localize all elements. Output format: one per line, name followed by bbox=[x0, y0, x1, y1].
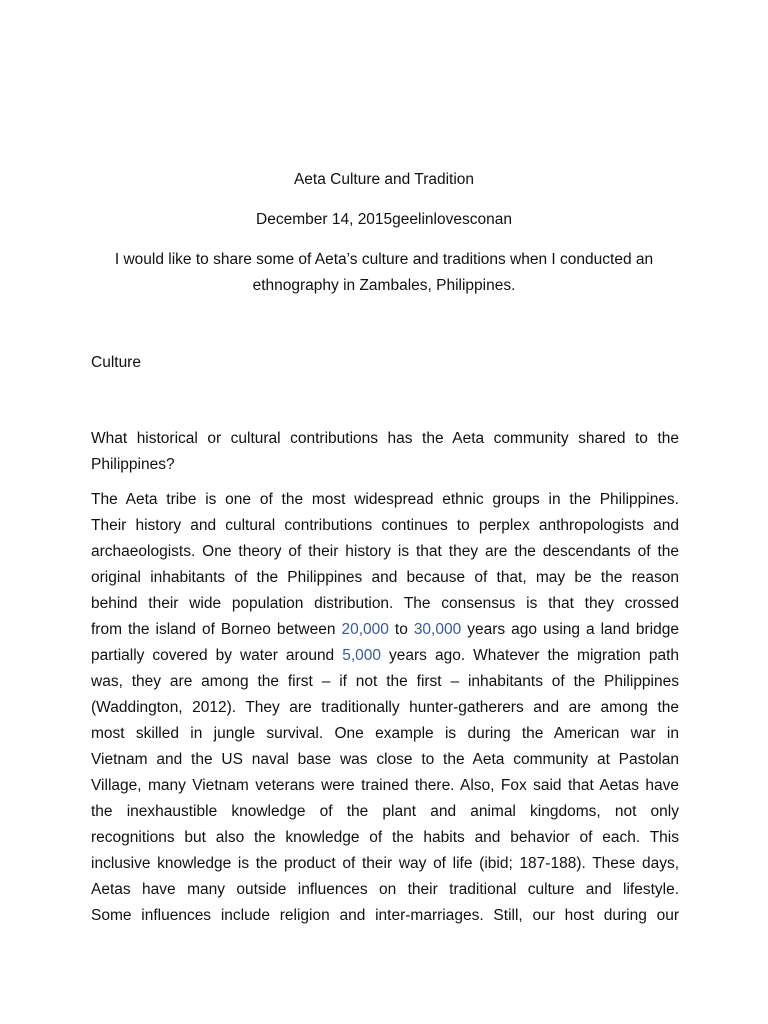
question-line-1: What historical or cultural contributions has the Aeta community shared to the bbox=[91, 430, 679, 447]
body-line-4: original inhabitants of the Philippines and because of that, may be the reason bbox=[91, 569, 679, 586]
body-line-9: (Waddington, 2012). They are traditionally hunter-gatherers and are among the bbox=[91, 699, 679, 716]
body-line-6-after: years ago using a land bridge bbox=[461, 621, 679, 638]
number-20000: 20,000 bbox=[341, 621, 389, 638]
body-line-12: Village, many Vietnam veterans were trained there. Also, Fox said that Aetas have bbox=[91, 777, 679, 794]
body-line-14: recognitions but also the knowledge of the habits and behavior of each. This bbox=[91, 829, 679, 846]
body-line-13: the inexhaustible knowledge of the plant and animal kingdoms, not only bbox=[91, 803, 679, 820]
document-title: Aeta Culture and Tradition bbox=[293, 171, 475, 188]
body-line-15: inclusive knowledge is the product of their way of life (ibid; 187-188). These days, bbox=[91, 855, 679, 872]
body-line-6-before: from the island of Borneo between bbox=[91, 621, 342, 638]
question-line-2: Philippines? bbox=[91, 456, 175, 473]
body-line-7-after: years ago. Whatever the migration path bbox=[381, 647, 679, 664]
body-line-3: archaeologists. One theory of their history is that they are the descendants of the bbox=[91, 543, 679, 560]
number-5000: 5,000 bbox=[342, 647, 381, 664]
number-30000: 30,000 bbox=[413, 621, 462, 638]
section-heading-culture: Culture bbox=[91, 354, 141, 371]
body-line-11: Vietnam and the US naval base was close to the Aeta community at Pastolan bbox=[91, 751, 679, 768]
body-line-7-before: partially covered by water around bbox=[91, 647, 343, 664]
body-line-1: The Aeta tribe is one of the most widespread ethnic groups in the Philippines. bbox=[91, 491, 679, 508]
body-line-10: most skilled in jungle survival. One example is during the American war in bbox=[91, 725, 679, 742]
body-line-7 bbox=[91, 647, 679, 665]
body-line-2: Their history and cultural contributions continues to perplex anthropologists and bbox=[91, 517, 679, 534]
body-line-8: was, they are among the first – if not the first – inhabitants of the Philippines bbox=[91, 673, 679, 690]
body-line-16: Aetas have many outside influences on their traditional culture and lifestyle. bbox=[91, 881, 679, 898]
intro-line-2: ethnography in Zambales, Philippines. bbox=[252, 277, 516, 294]
body-line-17: Some influences include religion and inter-marriages. Still, our host during our bbox=[91, 907, 679, 924]
body-line-5: behind their wide population distribution. The consensus is that they crossed bbox=[91, 595, 679, 612]
intro-line-1: I would like to share some of Aeta’s culture and traditions when I conducted an bbox=[114, 251, 654, 268]
body-line-6-mid: to bbox=[388, 621, 414, 638]
body-line-6 bbox=[91, 621, 679, 639]
date-author-line: December 14, 2015geelinlovesconan bbox=[256, 211, 512, 228]
